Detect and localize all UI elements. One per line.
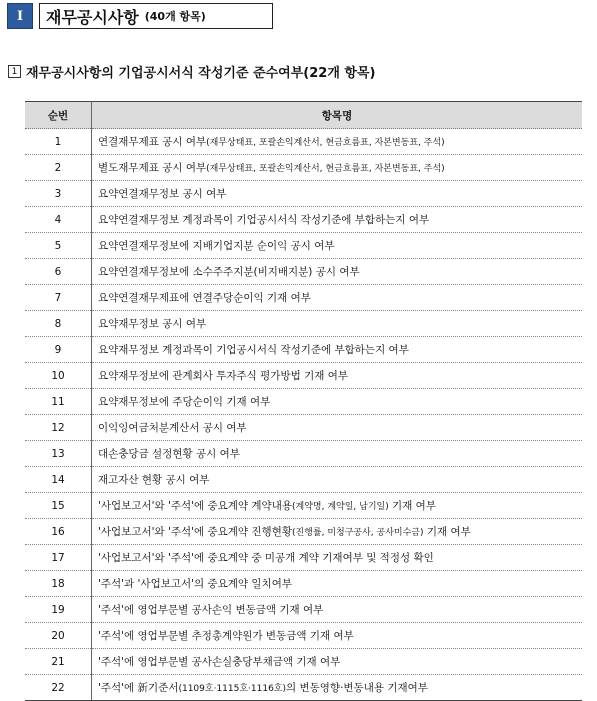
item-text: 이익잉여금처분계산서 공시 여부 <box>98 422 247 434</box>
row-number: 22 <box>25 675 92 701</box>
item-text: '주석'에 영업부문별 추정총계약원가 변동금액 기재 여부 <box>98 630 354 642</box>
item-text: '주석'과 '사업보고서'의 중요계약 일치여부 <box>98 578 292 590</box>
item-text: 요약연결재무제표에 연결주당순이익 기재 여부 <box>98 292 311 304</box>
row-item <box>92 285 583 311</box>
row-item <box>92 545 583 571</box>
column-header-no: 순번 <box>25 102 92 129</box>
row-item <box>92 233 583 259</box>
row-number: 14 <box>25 467 92 493</box>
item-tail: 기재 여부 <box>388 500 436 512</box>
row-number: 2 <box>25 155 92 181</box>
item-text: 대손충당금 설정현황 공시 여부 <box>98 448 240 460</box>
row-number: 20 <box>25 623 92 649</box>
item-text: 연결재무제표 공시 여부 <box>98 136 207 148</box>
item-text: 재고자산 현황 공시 여부 <box>98 474 210 486</box>
table-row <box>25 597 582 623</box>
row-item <box>92 337 583 363</box>
table-row <box>25 311 582 337</box>
item-text: '주석'에 영업부문별 공사손익 변동금액 기재 여부 <box>98 604 324 616</box>
row-number: 13 <box>25 441 92 467</box>
item-note: (진행률, 미청구공사, 공사미수금) <box>292 528 424 538</box>
table-row <box>25 441 582 467</box>
row-item <box>92 649 583 675</box>
heading-title-box <box>39 3 273 29</box>
item-tail: 의 변동영향·변동내용 기재여부 <box>286 682 428 694</box>
row-number: 21 <box>25 649 92 675</box>
table-row <box>25 181 582 207</box>
table-row <box>25 285 582 311</box>
section-number-box: 1 <box>8 65 21 78</box>
item-text: '사업보고서'와 '주석'에 중요계약 진행현황 <box>98 526 292 538</box>
table-row <box>25 467 582 493</box>
table-row <box>25 519 582 545</box>
item-tail: 기재 여부 <box>423 526 471 538</box>
table-row <box>25 155 582 181</box>
row-number: 15 <box>25 493 92 519</box>
row-item <box>92 597 583 623</box>
row-number: 19 <box>25 597 92 623</box>
item-text: 요약연결재무정보에 소수주주지분(비지배지분) 공시 여부 <box>98 266 360 278</box>
row-item <box>92 155 583 181</box>
row-number: 6 <box>25 259 92 285</box>
row-item <box>92 519 583 545</box>
row-number: 11 <box>25 389 92 415</box>
section-title-text: 재무공시사항의 기업공시서식 작성기준 준수여부(22개 항목) <box>26 66 376 81</box>
item-text: '사업보고서'와 '주석'에 중요계약 계약내용 <box>98 500 292 512</box>
heading-title: 재무공시사항 <box>46 7 139 27</box>
table-row <box>25 363 582 389</box>
item-text: 별도재무제표 공시 여부 <box>98 162 207 174</box>
item-text: 요약재무정보 계정과목이 기업공시서식 작성기준에 부합하는지 여부 <box>98 344 409 356</box>
item-note: (재무상태표, 포괄손익계산서, 현금흐름표, 자본변동표, 주석) <box>206 138 445 148</box>
row-item <box>92 363 583 389</box>
section-title <box>8 62 375 81</box>
item-note: (1109호·1115호·1116호) <box>178 684 287 694</box>
item-text: '사업보고서'와 '주석'에 중요계약 중 미공개 계약 기재여부 및 적정성 확인 <box>98 552 434 564</box>
roman-numeral-badge: Ⅰ <box>7 3 33 29</box>
row-number: 4 <box>25 207 92 233</box>
row-number: 1 <box>25 129 92 155</box>
row-item <box>92 181 583 207</box>
row-item <box>92 623 583 649</box>
row-number: 12 <box>25 415 92 441</box>
table-row <box>25 337 582 363</box>
row-item <box>92 311 583 337</box>
row-number: 9 <box>25 337 92 363</box>
row-number: 5 <box>25 233 92 259</box>
row-number: 18 <box>25 571 92 597</box>
table-row <box>25 675 582 701</box>
table-row <box>25 259 582 285</box>
row-item <box>92 389 583 415</box>
row-number: 16 <box>25 519 92 545</box>
table-row <box>25 415 582 441</box>
row-item <box>92 259 583 285</box>
row-number: 17 <box>25 545 92 571</box>
item-text: 요약재무정보 공시 여부 <box>98 318 207 330</box>
row-item <box>92 207 583 233</box>
heading-count: (40개 항목) <box>144 10 206 23</box>
table-row <box>25 129 582 155</box>
table-row <box>25 571 582 597</box>
table-body <box>25 129 582 701</box>
items-table <box>25 101 582 701</box>
page-heading <box>7 3 273 29</box>
row-number: 7 <box>25 285 92 311</box>
item-note: (계약명, 계약일, 납기일) <box>292 502 389 512</box>
item-text: 요약연결재무정보 공시 여부 <box>98 188 227 200</box>
row-item <box>92 129 583 155</box>
item-text: 요약재무정보에 주당순이익 기재 여부 <box>98 396 271 408</box>
row-number: 8 <box>25 311 92 337</box>
row-number: 3 <box>25 181 92 207</box>
item-text: '주석'에 영업부문별 공사손실충당부채금액 기재 여부 <box>98 656 341 668</box>
table-row <box>25 493 582 519</box>
item-text: '주석'에 新기준서 <box>98 682 179 694</box>
row-item <box>92 493 583 519</box>
row-item <box>92 571 583 597</box>
item-note: (재무상태표, 포괄손익계산서, 현금흐름표, 자본변동표, 주석) <box>206 164 445 174</box>
table-row <box>25 207 582 233</box>
table-header-row <box>25 102 582 129</box>
row-item <box>92 441 583 467</box>
table-row <box>25 389 582 415</box>
table-row <box>25 649 582 675</box>
table-row <box>25 233 582 259</box>
column-header-item: 항목명 <box>92 102 583 129</box>
row-item <box>92 415 583 441</box>
item-text: 요약연결재무정보에 지배기업지분 순이익 공시 여부 <box>98 240 335 252</box>
row-item <box>92 467 583 493</box>
row-number: 10 <box>25 363 92 389</box>
table-row <box>25 545 582 571</box>
table-row <box>25 623 582 649</box>
item-text: 요약재무정보에 관계회사 투자주식 평가방법 기재 여부 <box>98 370 348 382</box>
item-text: 요약연결재무정보 계정과목이 기업공시서식 작성기준에 부합하는지 여부 <box>98 214 430 226</box>
row-item <box>92 675 583 701</box>
